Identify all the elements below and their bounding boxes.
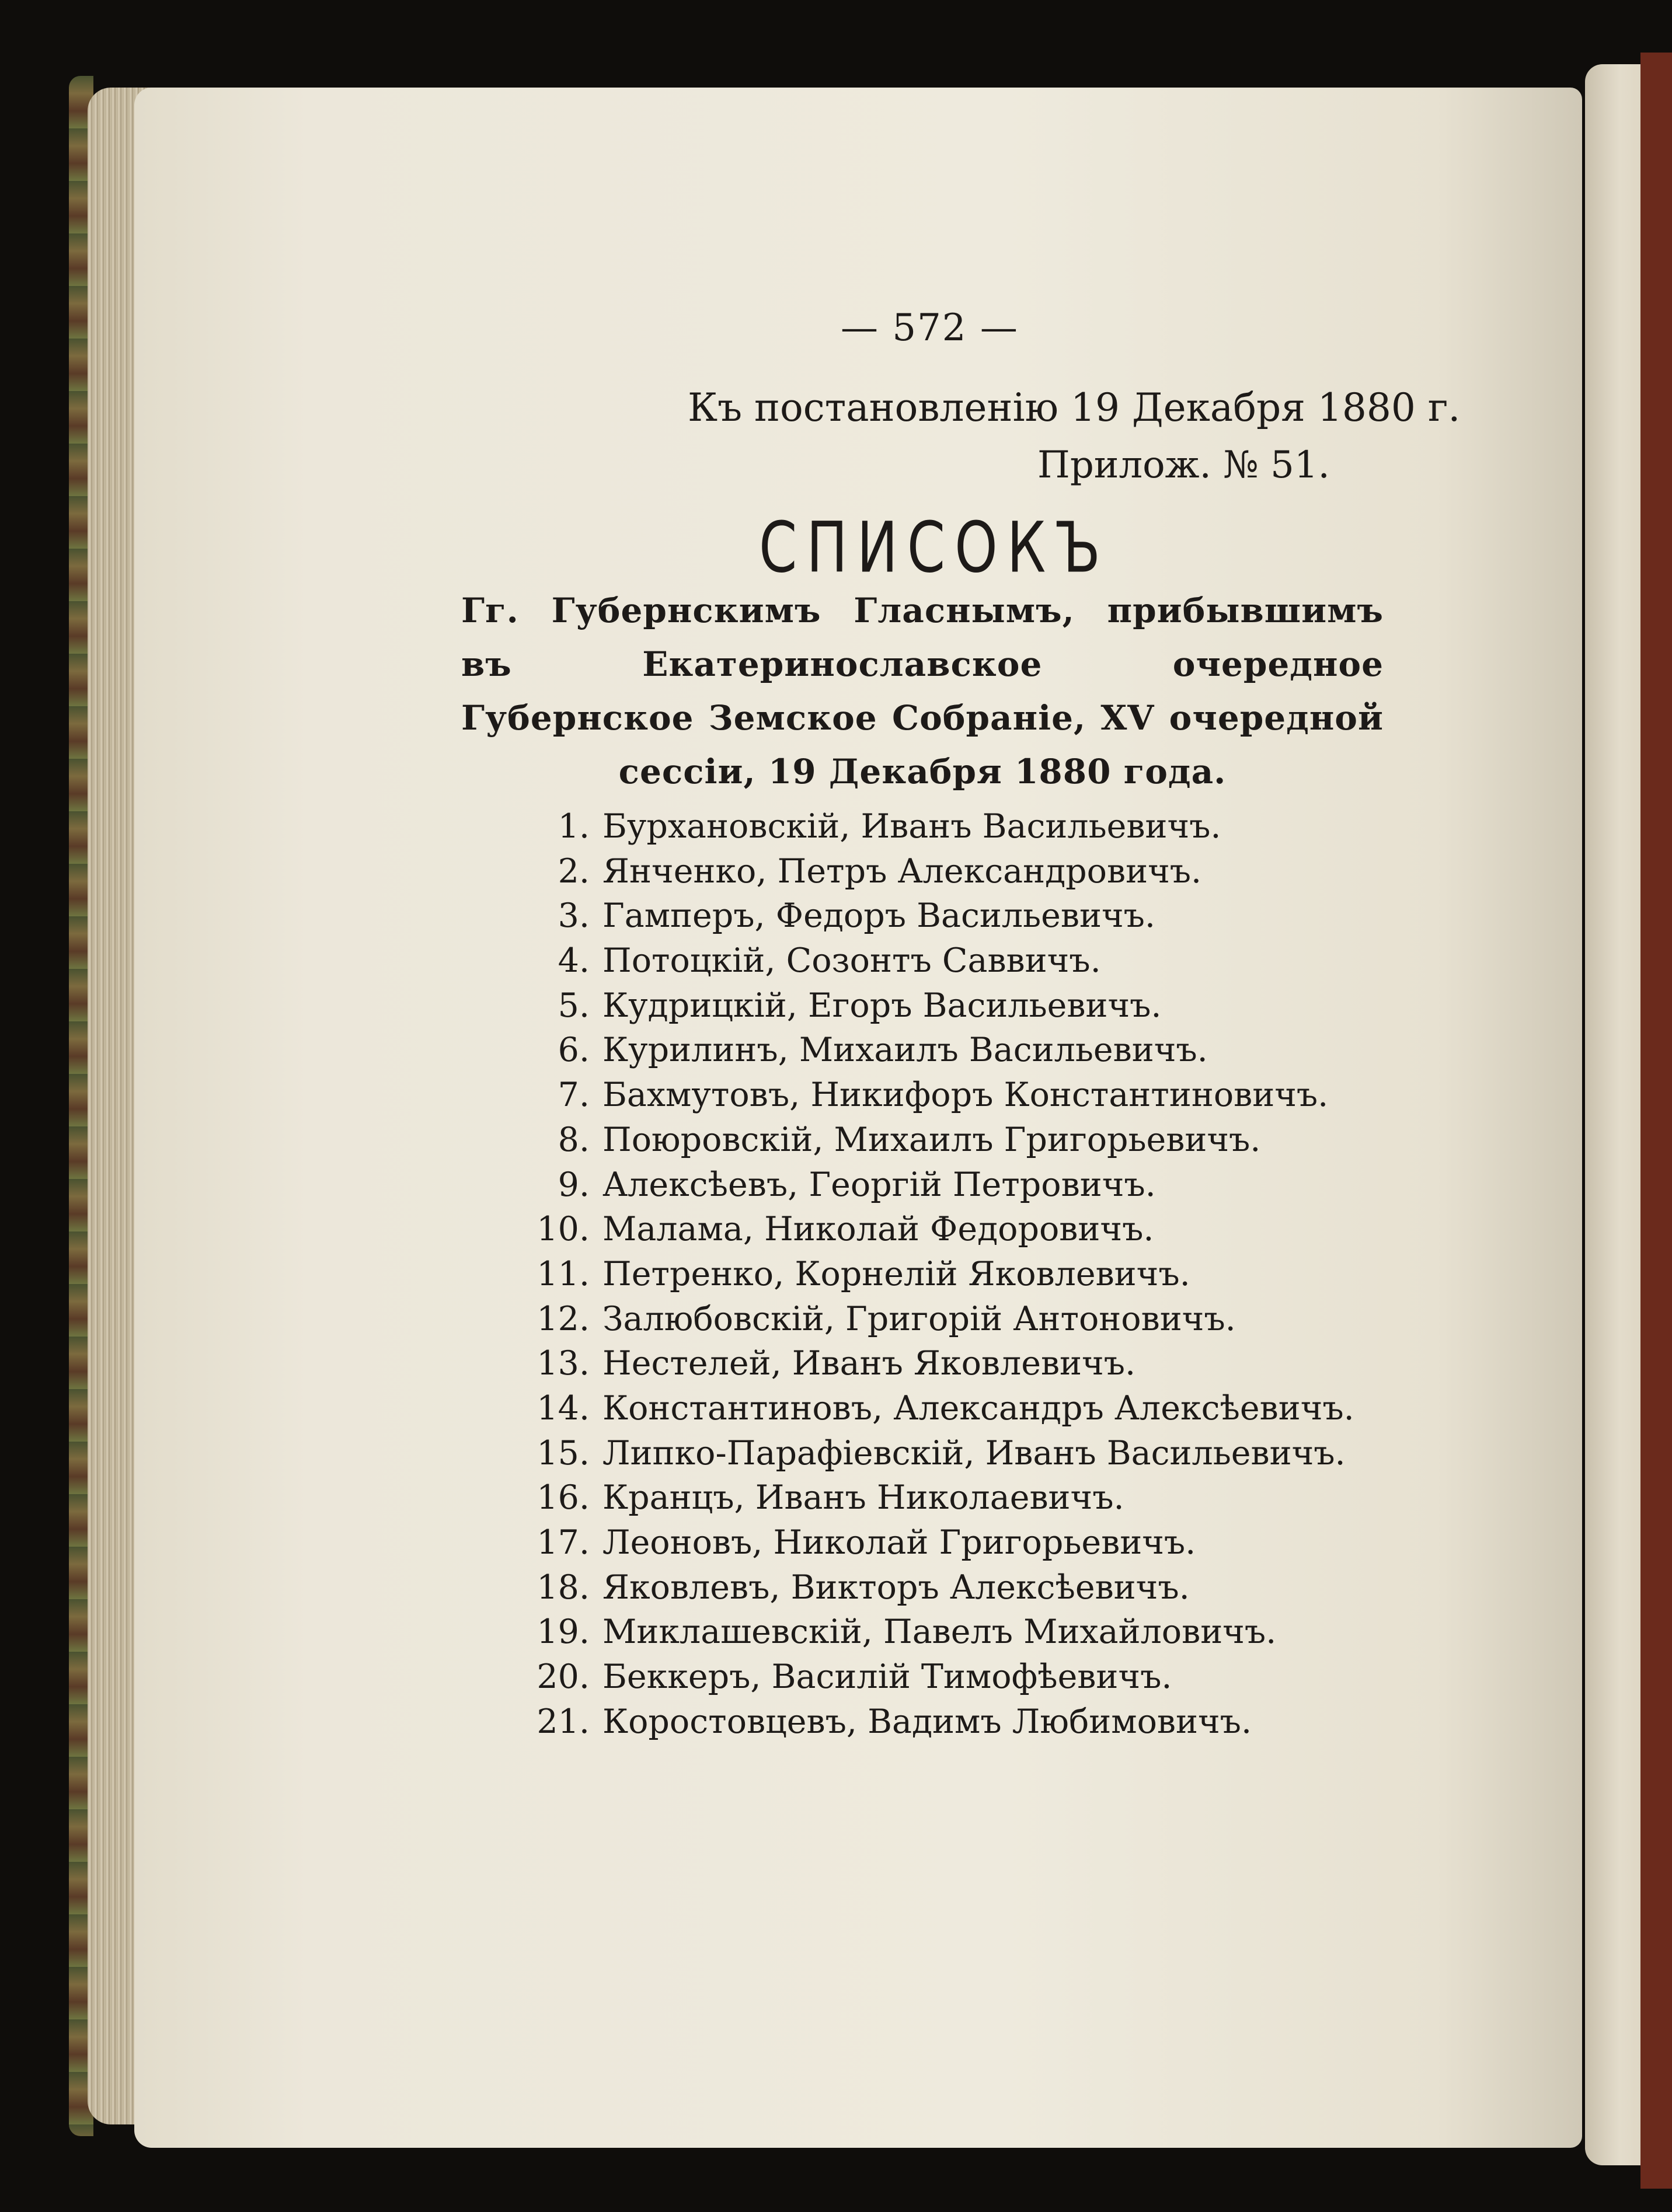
- item-number: 7.: [558, 1076, 590, 1115]
- item-name: Бахмутовъ, Никифоръ Константиновичъ.: [602, 1076, 1329, 1115]
- item-number: 9.: [558, 1165, 590, 1204]
- list-item: [514, 1207, 1354, 1252]
- item-name: Янченко, Петръ Александровичъ.: [602, 852, 1202, 891]
- item-name: Яковлевъ, Викторъ Алексѣевичъ.: [602, 1568, 1190, 1607]
- item-number: 4.: [558, 941, 590, 981]
- item-number: 5.: [558, 986, 590, 1025]
- list-item: [514, 1431, 1354, 1476]
- list-item: [514, 1565, 1354, 1610]
- list-item: [514, 849, 1354, 894]
- item-number: 3.: [558, 896, 590, 936]
- deputies-list: [514, 804, 1354, 1744]
- item-name: Леоновъ, Николай Григорьевичъ.: [602, 1523, 1196, 1562]
- list-item: [514, 1475, 1354, 1520]
- item-name: Миклашевскій, Павелъ Михайловичъ.: [602, 1613, 1277, 1652]
- item-number: 17.: [537, 1523, 590, 1562]
- item-number: 10.: [537, 1210, 590, 1249]
- item-name: Потоцкій, Созонтъ Саввичъ.: [602, 941, 1101, 981]
- item-name: Кранцъ, Иванъ Николаевичъ.: [602, 1478, 1124, 1517]
- list-item: [514, 1297, 1354, 1342]
- list-item: [514, 1386, 1354, 1431]
- item-number: 11.: [537, 1254, 590, 1293]
- item-name: Кудрицкій, Егоръ Васильевичъ.: [602, 986, 1162, 1025]
- item-number: 2.: [558, 852, 590, 891]
- item-number: 6.: [558, 1031, 590, 1070]
- item-number: 14.: [537, 1388, 590, 1428]
- list-item: [514, 1163, 1354, 1208]
- item-number: 1.: [558, 807, 590, 846]
- item-name: Беккеръ, Василій Тимофѣевичъ.: [602, 1658, 1172, 1697]
- item-name: Нестелей, Иванъ Яковлевичъ.: [602, 1344, 1136, 1383]
- item-number: 12.: [537, 1299, 590, 1338]
- item-name: Петренко, Корнелій Яковлевичъ.: [602, 1254, 1190, 1293]
- list-heading: СПИСОКЪ: [759, 507, 1110, 589]
- list-item: [514, 1700, 1354, 1745]
- item-number: 15.: [537, 1433, 590, 1473]
- list-item: [514, 983, 1354, 1028]
- list-item: [514, 1252, 1354, 1297]
- list-item: [514, 1610, 1354, 1655]
- list-item: [514, 1028, 1354, 1073]
- item-name: Липко-Парафіевскій, Иванъ Васильевичъ.: [602, 1433, 1346, 1473]
- item-number: 16.: [537, 1478, 590, 1517]
- list-item: [514, 938, 1354, 983]
- list-item: [514, 894, 1354, 938]
- item-number: 18.: [537, 1568, 590, 1607]
- list-item: [514, 1655, 1354, 1700]
- item-name: Константиновъ, Александръ Алексѣевичъ.: [602, 1388, 1354, 1428]
- item-name: Бурхановскій, Иванъ Васильевичъ.: [602, 807, 1221, 846]
- list-item: [514, 804, 1354, 849]
- item-number: 8.: [558, 1120, 590, 1159]
- item-name: Залюбовскій, Григорій Антоновичъ.: [602, 1299, 1236, 1338]
- item-number: 20.: [537, 1658, 590, 1697]
- item-name: Коростовцевъ, Вадимъ Любимовичъ.: [602, 1702, 1252, 1741]
- list-item: [514, 1118, 1354, 1163]
- list-item: [514, 1341, 1354, 1386]
- list-item: [514, 1073, 1354, 1118]
- list-item: [514, 1520, 1354, 1565]
- item-name: Алексѣевъ, Георгій Петровичъ.: [602, 1165, 1156, 1204]
- item-number: 19.: [537, 1613, 590, 1652]
- page-number: — 572 —: [841, 306, 1019, 350]
- item-number: 21.: [537, 1702, 590, 1741]
- resolution-reference: Къ постановленію 19 Декабря 1880 г.: [688, 385, 1461, 430]
- item-name: Гамперъ, Федоръ Васильевичъ.: [602, 896, 1156, 936]
- item-name: Поюровскій, Михаилъ Григорьевичъ.: [602, 1120, 1261, 1159]
- item-number: 13.: [537, 1344, 590, 1383]
- item-name: Курилинъ, Михаилъ Васильевичъ.: [602, 1031, 1208, 1070]
- item-name: Малама, Николай Федоровичъ.: [602, 1210, 1154, 1249]
- appendix-label: Прилож. № 51.: [1037, 444, 1330, 487]
- list-subtitle: Гг. Губернскимъ Гласнымъ, прибывшимъ въ Екатеринославское очередное Губернское Земское Собраніе, XV очередной сессіи, 19 Декабря 1880 года.: [461, 591, 1384, 791]
